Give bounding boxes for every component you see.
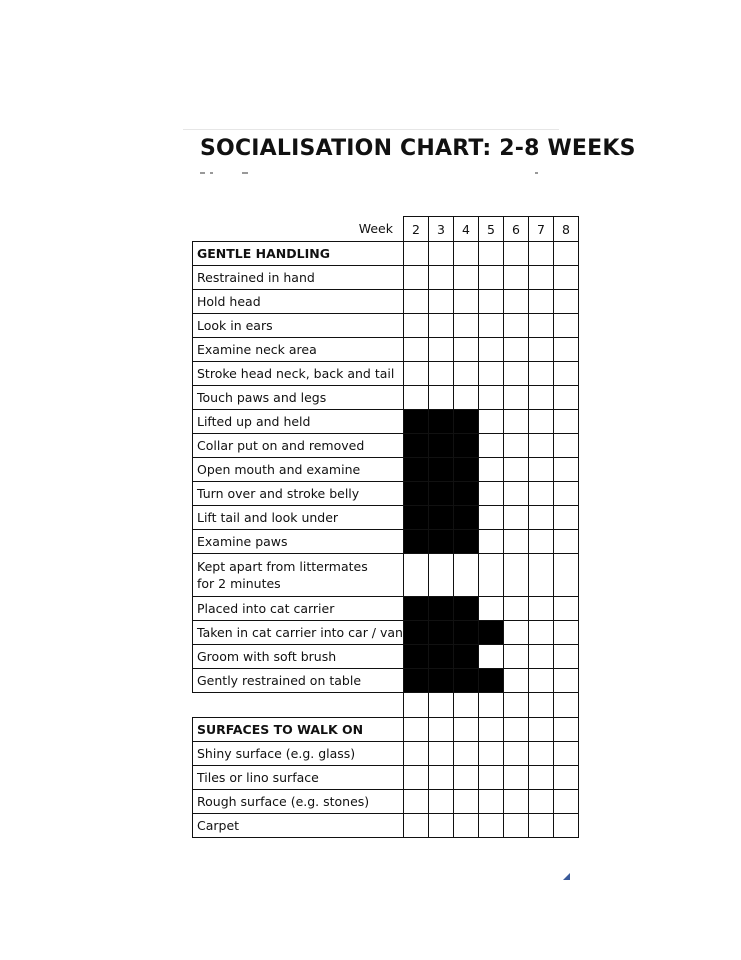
spacer-cell [193,693,404,718]
week-checkbox-cell[interactable] [553,669,578,693]
activity-row [193,434,579,458]
week-checkbox-cell[interactable] [503,434,528,458]
activity-label: Gently restrained on table [193,669,404,693]
week-checkbox-cell[interactable] [503,742,528,766]
week-cell [528,718,553,742]
week-checkbox-cell[interactable] [503,597,528,621]
week-checkbox-cell[interactable] [528,266,553,290]
week-checkbox-cell[interactable] [528,290,553,314]
week-checkbox-cell[interactable] [503,554,528,597]
filled-week-cell [403,621,428,645]
week-checkbox-cell[interactable] [528,814,553,838]
week-checkbox-cell[interactable] [478,362,503,386]
week-cell [403,718,428,742]
filled-week-cell [428,530,453,554]
week-checkbox-cell[interactable] [478,314,503,338]
week-checkbox-cell[interactable] [403,554,428,597]
cropped-text-fragment [535,172,538,174]
week-checkbox-cell[interactable] [478,766,503,790]
week-header-cell: 6 [503,217,528,242]
activity-label: Examine paws [193,530,404,554]
week-checkbox-cell[interactable] [428,814,453,838]
week-checkbox-cell[interactable] [453,554,478,597]
week-checkbox-cell[interactable] [553,766,578,790]
activity-label: Touch paws and legs [193,386,404,410]
activity-row [193,814,579,838]
filled-week-cell [428,669,453,693]
week-checkbox-cell[interactable] [403,314,428,338]
week-checkbox-cell[interactable] [528,530,553,554]
week-checkbox-cell[interactable] [453,314,478,338]
activity-label: Taken in cat carrier into car / van [193,621,404,645]
activity-label-line: for 2 minutes [197,576,281,591]
week-checkbox-cell[interactable] [478,530,503,554]
week-checkbox-cell[interactable] [428,554,453,597]
week-cell [428,693,453,718]
week-checkbox-cell[interactable] [453,386,478,410]
week-checkbox-cell[interactable] [478,645,503,669]
week-checkbox-cell[interactable] [403,742,428,766]
week-checkbox-cell[interactable] [478,386,503,410]
week-header-cell: 7 [528,217,553,242]
activity-label: Restrained in hand [193,266,404,290]
week-checkbox-cell[interactable] [553,742,578,766]
week-checkbox-cell[interactable] [503,506,528,530]
week-checkbox-cell[interactable] [503,314,528,338]
week-checkbox-cell[interactable] [403,266,428,290]
week-cell [553,242,578,266]
week-cell [453,718,478,742]
week-checkbox-cell[interactable] [528,482,553,506]
activity-row [193,554,579,597]
activity-row [193,506,579,530]
week-checkbox-cell[interactable] [478,506,503,530]
week-checkbox-cell[interactable] [528,742,553,766]
week-checkbox-cell[interactable] [553,266,578,290]
week-cell [553,693,578,718]
week-cell [428,718,453,742]
activity-label [193,554,404,597]
cropped-text-fragment [210,172,213,174]
filled-week-cell [403,669,428,693]
week-checkbox-cell[interactable] [553,530,578,554]
filled-week-cell [428,597,453,621]
week-checkbox-cell[interactable] [453,290,478,314]
week-header-cell: 4 [453,217,478,242]
week-checkbox-cell[interactable] [503,290,528,314]
filled-week-cell [403,482,428,506]
filled-week-cell [478,669,503,693]
filled-week-cell [453,530,478,554]
week-checkbox-cell[interactable] [478,410,503,434]
week-checkbox-cell[interactable] [403,386,428,410]
filled-week-cell [403,597,428,621]
week-header-label: Week [193,217,404,242]
week-checkbox-cell[interactable] [478,458,503,482]
week-checkbox-cell[interactable] [503,645,528,669]
week-checkbox-cell[interactable] [553,458,578,482]
top-rule [183,129,559,130]
week-checkbox-cell[interactable] [428,790,453,814]
week-checkbox-cell[interactable] [503,766,528,790]
filled-week-cell [403,410,428,434]
week-checkbox-cell[interactable] [553,314,578,338]
cropped-text-fragment [200,172,205,174]
week-checkbox-cell[interactable] [478,434,503,458]
activity-row [193,362,579,386]
week-checkbox-cell[interactable] [553,597,578,621]
week-cell [553,718,578,742]
week-checkbox-cell[interactable] [428,290,453,314]
socialisation-chart-table [192,216,579,838]
week-checkbox-cell[interactable] [478,266,503,290]
week-checkbox-cell[interactable] [528,314,553,338]
week-checkbox-cell[interactable] [503,482,528,506]
spacer-row [193,693,579,718]
activity-label: Lifted up and held [193,410,404,434]
week-checkbox-cell[interactable] [553,645,578,669]
section-heading-row [193,718,579,742]
week-checkbox-cell[interactable] [528,410,553,434]
week-checkbox-cell[interactable] [528,766,553,790]
week-checkbox-cell[interactable] [553,434,578,458]
week-checkbox-cell[interactable] [403,362,428,386]
activity-row [193,530,579,554]
week-cell [503,718,528,742]
section-heading-row [193,242,579,266]
week-checkbox-cell[interactable] [503,338,528,362]
activity-row [193,266,579,290]
activity-label: Look in ears [193,314,404,338]
activity-label: Examine neck area [193,338,404,362]
week-checkbox-cell[interactable] [553,554,578,597]
activity-row [193,386,579,410]
section-heading: SURFACES TO WALK ON [193,718,404,742]
week-checkbox-cell[interactable] [528,597,553,621]
activity-label: Groom with soft brush [193,645,404,669]
week-checkbox-cell[interactable] [453,742,478,766]
filled-week-cell [428,410,453,434]
activity-row [193,645,579,669]
activity-label: Lift tail and look under [193,506,404,530]
activity-row [193,597,579,621]
week-checkbox-cell[interactable] [503,621,528,645]
week-checkbox-cell[interactable] [528,506,553,530]
week-cell [478,718,503,742]
week-header-cell: 8 [553,217,578,242]
filled-week-cell [403,434,428,458]
week-checkbox-cell[interactable] [503,790,528,814]
week-checkbox-cell[interactable] [478,597,503,621]
activity-label-line: Kept apart from littermates [197,559,368,574]
week-checkbox-cell[interactable] [403,766,428,790]
week-checkbox-cell[interactable] [503,266,528,290]
week-checkbox-cell[interactable] [403,814,428,838]
week-checkbox-cell[interactable] [553,362,578,386]
week-checkbox-cell[interactable] [503,386,528,410]
week-checkbox-cell[interactable] [503,530,528,554]
week-checkbox-cell[interactable] [503,362,528,386]
activity-row [193,410,579,434]
week-checkbox-cell[interactable] [428,266,453,290]
week-cell [428,242,453,266]
activity-row [193,766,579,790]
filled-week-cell [428,645,453,669]
week-cell [453,693,478,718]
week-checkbox-cell[interactable] [503,458,528,482]
page-title: SOCIALISATION CHART: 2-8 WEEKS [200,136,636,161]
week-checkbox-cell[interactable] [528,669,553,693]
week-checkbox-cell[interactable] [428,386,453,410]
week-cell [403,693,428,718]
week-checkbox-cell[interactable] [528,362,553,386]
week-cell [503,693,528,718]
activity-row [193,790,579,814]
filled-week-cell [453,597,478,621]
activity-row [193,669,579,693]
week-checkbox-cell[interactable] [503,410,528,434]
week-checkbox-cell[interactable] [428,766,453,790]
week-cell [478,693,503,718]
week-checkbox-cell[interactable] [503,669,528,693]
filled-week-cell [428,482,453,506]
week-cell [478,242,503,266]
week-header-cell: 5 [478,217,503,242]
activity-label: Stroke head neck, back and tail [193,362,404,386]
week-checkbox-cell[interactable] [503,814,528,838]
activity-row [193,458,579,482]
week-checkbox-cell[interactable] [453,766,478,790]
week-checkbox-cell[interactable] [528,434,553,458]
activity-label: Collar put on and removed [193,434,404,458]
week-checkbox-cell[interactable] [478,742,503,766]
filled-week-cell [453,506,478,530]
week-cell [403,242,428,266]
week-checkbox-cell[interactable] [428,742,453,766]
week-checkbox-cell[interactable] [553,621,578,645]
activity-row [193,338,579,362]
week-checkbox-cell[interactable] [553,386,578,410]
activity-label: Placed into cat carrier [193,597,404,621]
week-checkbox-cell[interactable] [453,814,478,838]
activity-row [193,482,579,506]
week-checkbox-cell[interactable] [403,290,428,314]
week-checkbox-cell[interactable] [528,621,553,645]
activity-label: Carpet [193,814,404,838]
cropped-text-fragment [242,172,248,174]
corner-marker-icon [563,873,570,880]
activity-label: Hold head [193,290,404,314]
week-checkbox-cell[interactable] [453,338,478,362]
week-checkbox-cell[interactable] [528,386,553,410]
filled-week-cell [453,621,478,645]
activity-label: Rough surface (e.g. stones) [193,790,404,814]
filled-week-cell [403,506,428,530]
week-header-row [193,217,579,242]
week-checkbox-cell[interactable] [528,458,553,482]
week-header-cell: 3 [428,217,453,242]
week-checkbox-cell[interactable] [478,554,503,597]
week-cell [503,242,528,266]
activity-row [193,290,579,314]
week-header-cell: 2 [403,217,428,242]
week-checkbox-cell[interactable] [453,362,478,386]
activity-row [193,314,579,338]
filled-week-cell [453,458,478,482]
week-checkbox-cell[interactable] [403,790,428,814]
week-checkbox-cell[interactable] [478,338,503,362]
activity-label: Open mouth and examine [193,458,404,482]
filled-week-cell [428,621,453,645]
filled-week-cell [478,621,503,645]
week-checkbox-cell[interactable] [553,290,578,314]
week-checkbox-cell[interactable] [453,266,478,290]
filled-week-cell [403,530,428,554]
week-checkbox-cell[interactable] [453,790,478,814]
filled-week-cell [428,458,453,482]
week-checkbox-cell[interactable] [528,554,553,597]
week-checkbox-cell[interactable] [428,314,453,338]
week-checkbox-cell[interactable] [528,338,553,362]
week-checkbox-cell[interactable] [553,482,578,506]
filled-week-cell [453,410,478,434]
activity-label: Turn over and stroke belly [193,482,404,506]
filled-week-cell [428,506,453,530]
activity-row [193,621,579,645]
filled-week-cell [403,645,428,669]
week-checkbox-cell[interactable] [528,645,553,669]
week-checkbox-cell[interactable] [478,814,503,838]
activity-row [193,742,579,766]
filled-week-cell [453,669,478,693]
filled-week-cell [453,434,478,458]
week-checkbox-cell[interactable] [403,338,428,362]
week-checkbox-cell[interactable] [478,290,503,314]
week-cell [528,693,553,718]
week-cell [528,242,553,266]
week-checkbox-cell[interactable] [553,506,578,530]
week-checkbox-cell[interactable] [553,410,578,434]
filled-week-cell [428,434,453,458]
filled-week-cell [403,458,428,482]
filled-week-cell [453,645,478,669]
week-cell [453,242,478,266]
section-heading: GENTLE HANDLING [193,242,404,266]
week-checkbox-cell[interactable] [478,482,503,506]
week-checkbox-cell[interactable] [553,814,578,838]
week-checkbox-cell[interactable] [553,338,578,362]
filled-week-cell [453,482,478,506]
activity-label: Tiles or lino surface [193,766,404,790]
week-checkbox-cell[interactable] [553,790,578,814]
week-checkbox-cell[interactable] [428,362,453,386]
week-checkbox-cell[interactable] [428,338,453,362]
week-checkbox-cell[interactable] [478,790,503,814]
week-checkbox-cell[interactable] [528,790,553,814]
activity-label: Shiny surface (e.g. glass) [193,742,404,766]
